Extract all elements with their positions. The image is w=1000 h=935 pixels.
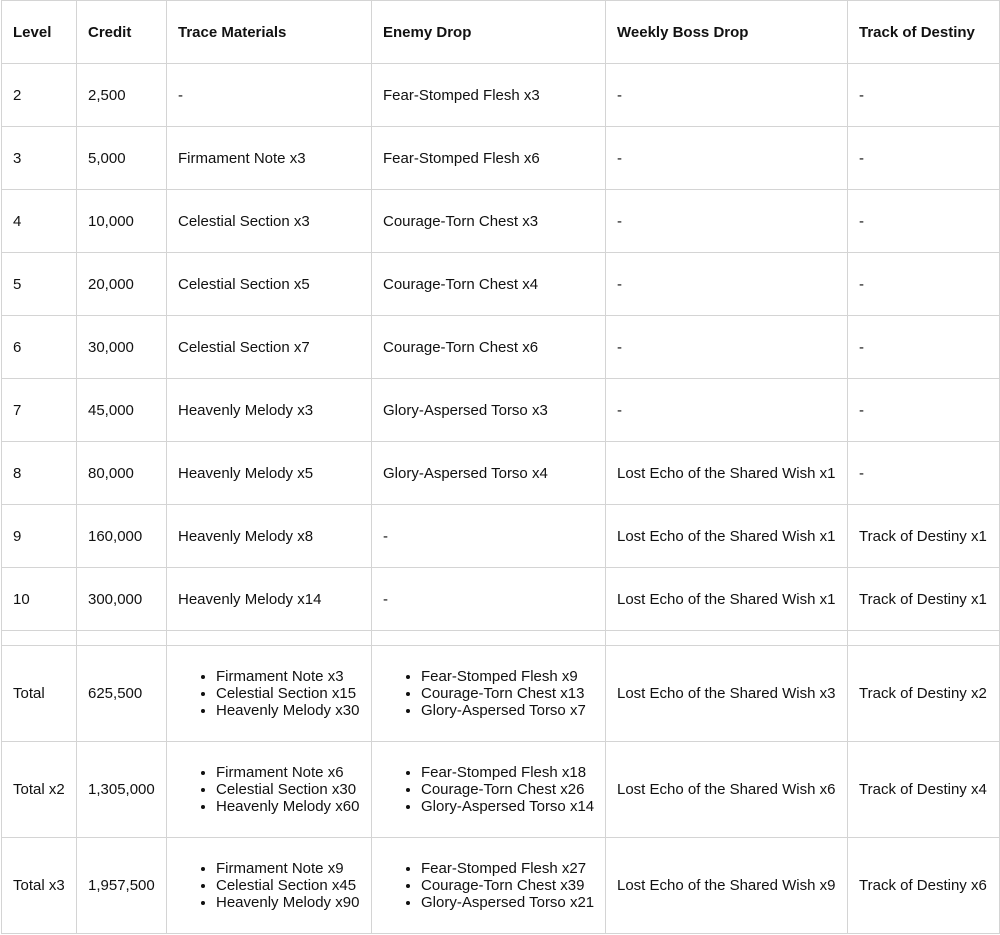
header-track-of-destiny: Track of Destiny — [848, 1, 1000, 64]
list-item: • Firmament Note x3 — [216, 668, 360, 685]
spacer-cell — [2, 631, 77, 646]
cell-credit: 10,000 — [77, 190, 167, 253]
cell-boss: - — [606, 379, 848, 442]
cell-level: 5 — [2, 253, 77, 316]
list-item: • Celestial Section x15 — [216, 685, 360, 702]
cell-credit: 1,305,000 — [77, 742, 167, 838]
cell-credit: 2,500 — [77, 64, 167, 127]
cell-trace: - — [167, 64, 372, 127]
list-item: • Fear-Stomped Flesh x27 — [421, 860, 594, 877]
cell-boss: - — [606, 253, 848, 316]
cell-level: 6 — [2, 316, 77, 379]
cell-credit: 45,000 — [77, 379, 167, 442]
cell-level: 9 — [2, 505, 77, 568]
enemy-list — [383, 668, 594, 719]
total-row — [2, 838, 1000, 934]
total-row — [2, 646, 1000, 742]
cell-level: Total — [2, 646, 77, 742]
list-item: • Courage-Torn Chest x26 — [421, 781, 594, 798]
spacer-row — [2, 631, 1000, 646]
trace-list — [178, 764, 360, 815]
cell-enemy: Glory-Aspersed Torso x3 — [372, 379, 606, 442]
list-item: • Firmament Note x9 — [216, 860, 360, 877]
cell-level: Total x2 — [2, 742, 77, 838]
list-item: • Glory-Aspersed Torso x14 — [421, 798, 594, 815]
cell-destiny: Track of Destiny x2 — [848, 646, 1000, 742]
spacer-cell — [372, 631, 606, 646]
spacer-cell — [848, 631, 1000, 646]
header-row — [2, 1, 1000, 64]
cell-boss: Lost Echo of the Shared Wish x9 — [606, 838, 848, 934]
trace-list — [178, 860, 360, 911]
table-row — [2, 190, 1000, 253]
table-row — [2, 505, 1000, 568]
cell-boss: - — [606, 127, 848, 190]
cell-enemy: - — [372, 505, 606, 568]
cell-trace — [167, 838, 372, 934]
list-item: • Firmament Note x6 — [216, 764, 360, 781]
cell-boss: Lost Echo of the Shared Wish x1 — [606, 505, 848, 568]
spacer-cell — [606, 631, 848, 646]
header-trace-materials: Trace Materials — [167, 1, 372, 64]
enemy-list — [383, 860, 594, 911]
cell-trace: Firmament Note x3 — [167, 127, 372, 190]
cell-enemy: Glory-Aspersed Torso x4 — [372, 442, 606, 505]
cell-enemy: Courage-Torn Chest x6 — [372, 316, 606, 379]
list-item: • Glory-Aspersed Torso x21 — [421, 894, 594, 911]
table-row — [2, 316, 1000, 379]
cell-level: 7 — [2, 379, 77, 442]
cell-boss: - — [606, 316, 848, 379]
cell-credit: 1,957,500 — [77, 838, 167, 934]
cell-credit: 20,000 — [77, 253, 167, 316]
cell-boss: - — [606, 64, 848, 127]
cell-destiny: Track of Destiny x1 — [848, 568, 1000, 631]
cell-enemy: Courage-Torn Chest x4 — [372, 253, 606, 316]
header-credit: Credit — [77, 1, 167, 64]
table-row — [2, 379, 1000, 442]
table-row — [2, 442, 1000, 505]
cell-credit: 625,500 — [77, 646, 167, 742]
cell-level: 3 — [2, 127, 77, 190]
cell-destiny: Track of Destiny x1 — [848, 505, 1000, 568]
materials-table — [1, 0, 1000, 934]
header-enemy-drop: Enemy Drop — [372, 1, 606, 64]
cell-trace: Celestial Section x5 — [167, 253, 372, 316]
cell-level: 4 — [2, 190, 77, 253]
cell-credit: 5,000 — [77, 127, 167, 190]
cell-destiny: - — [848, 316, 1000, 379]
table-row — [2, 127, 1000, 190]
cell-trace: Heavenly Melody x8 — [167, 505, 372, 568]
cell-destiny: - — [848, 190, 1000, 253]
cell-destiny: - — [848, 127, 1000, 190]
cell-enemy: Fear-Stomped Flesh x3 — [372, 64, 606, 127]
list-item: • Fear-Stomped Flesh x18 — [421, 764, 594, 781]
cell-enemy — [372, 838, 606, 934]
cell-destiny: - — [848, 379, 1000, 442]
cell-destiny: Track of Destiny x6 — [848, 838, 1000, 934]
cell-enemy: - — [372, 568, 606, 631]
cell-destiny: - — [848, 253, 1000, 316]
table-row — [2, 64, 1000, 127]
cell-trace: Heavenly Melody x14 — [167, 568, 372, 631]
enemy-list — [383, 764, 594, 815]
cell-trace: Heavenly Melody x3 — [167, 379, 372, 442]
cell-boss: Lost Echo of the Shared Wish x1 — [606, 568, 848, 631]
list-item: • Courage-Torn Chest x13 — [421, 685, 594, 702]
list-item: • Celestial Section x30 — [216, 781, 360, 798]
total-row — [2, 742, 1000, 838]
list-item: • Heavenly Melody x90 — [216, 894, 360, 911]
list-item: • Heavenly Melody x30 — [216, 702, 360, 719]
table-row — [2, 253, 1000, 316]
cell-trace — [167, 646, 372, 742]
cell-trace — [167, 742, 372, 838]
table-row — [2, 568, 1000, 631]
list-item: • Fear-Stomped Flesh x9 — [421, 668, 594, 685]
list-item: • Celestial Section x45 — [216, 877, 360, 894]
cell-trace: Celestial Section x3 — [167, 190, 372, 253]
cell-boss: - — [606, 190, 848, 253]
cell-credit: 30,000 — [77, 316, 167, 379]
list-item: • Glory-Aspersed Torso x7 — [421, 702, 594, 719]
cell-enemy: Courage-Torn Chest x3 — [372, 190, 606, 253]
header-level: Level — [2, 1, 77, 64]
list-item: • Courage-Torn Chest x39 — [421, 877, 594, 894]
cell-trace: Celestial Section x7 — [167, 316, 372, 379]
trace-list — [178, 668, 360, 719]
spacer-cell — [167, 631, 372, 646]
cell-boss: Lost Echo of the Shared Wish x3 — [606, 646, 848, 742]
cell-destiny: Track of Destiny x4 — [848, 742, 1000, 838]
list-item: • Heavenly Melody x60 — [216, 798, 360, 815]
cell-level: 8 — [2, 442, 77, 505]
cell-destiny: - — [848, 64, 1000, 127]
cell-boss: Lost Echo of the Shared Wish x6 — [606, 742, 848, 838]
cell-credit: 80,000 — [77, 442, 167, 505]
header-weekly-boss-drop: Weekly Boss Drop — [606, 1, 848, 64]
cell-boss: Lost Echo of the Shared Wish x1 — [606, 442, 848, 505]
cell-enemy: Fear-Stomped Flesh x6 — [372, 127, 606, 190]
cell-enemy — [372, 646, 606, 742]
cell-level: Total x3 — [2, 838, 77, 934]
cell-level: 2 — [2, 64, 77, 127]
cell-credit: 160,000 — [77, 505, 167, 568]
cell-enemy — [372, 742, 606, 838]
cell-level: 10 — [2, 568, 77, 631]
cell-credit: 300,000 — [77, 568, 167, 631]
cell-destiny: - — [848, 442, 1000, 505]
spacer-cell — [77, 631, 167, 646]
cell-trace: Heavenly Melody x5 — [167, 442, 372, 505]
